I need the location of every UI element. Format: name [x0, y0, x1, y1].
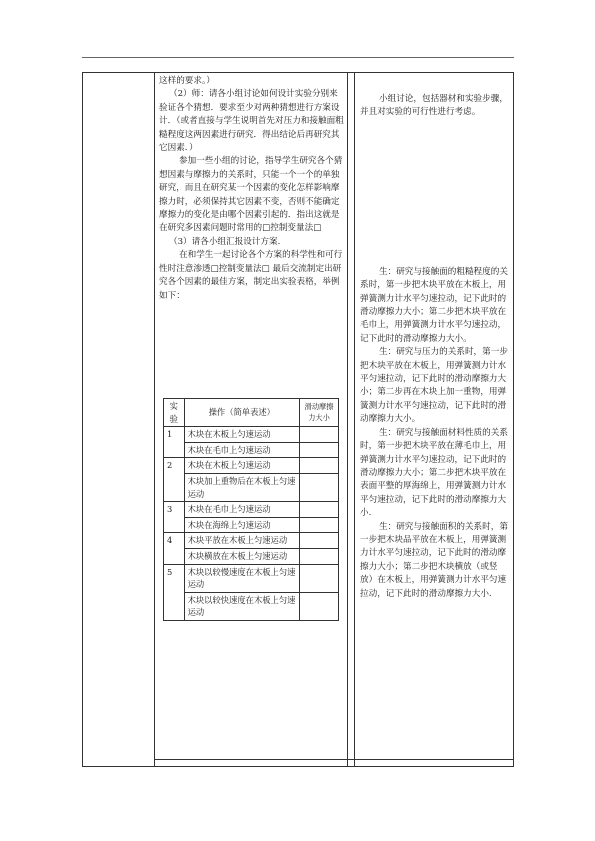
result-cell [300, 502, 339, 518]
result-cell [300, 533, 339, 549]
paragraph: （3）请各小组汇报设计方案. [169, 236, 281, 247]
table-row [164, 473, 339, 501]
lesson-table [82, 72, 514, 767]
table-row [164, 533, 339, 549]
header-operation: 操作（简单表述） [184, 399, 299, 427]
paragraph: 参加一些小组的讨论，指导学生研究各个猜想因素与摩擦力的关系时，只能一个一个的单独研究，而且在研究某一个因素的变化怎样影响摩擦力时，必须保持其它因素不变，否则不能确定摩擦力的变化是由哪个因素引起的．指出这就是在研究多因素问题时常用的□控制变量法□ [159, 156, 343, 234]
table-row [164, 517, 339, 533]
result-cell [300, 442, 339, 458]
experiment-number: 1 [164, 427, 185, 458]
header-experiment: 实验 [164, 399, 185, 427]
student-paragraph: 生：研究与接触面的粗糙程度的关系时，第一步把木块平放在木板上，用弹簧测力计水平匀速拉动，记下此时的滑动摩擦力大小；第二步把木块平放在毛巾上，用弹簧测力计水平匀速拉动，记下此时的滑动摩擦力大小。 [360, 266, 508, 344]
bottom-row-line [154, 759, 513, 766]
column-divider [354, 73, 355, 766]
student-paragraph: 生：研究与接触面积的关系时，第一步把木块品平放在木板上，用弹簧测力计水平匀速拉动，记下此时的滑动摩擦力大小；第二步把木块横放（或竖放）在木板上，用弹簧测力计水平匀速拉动，记下此时的滑动摩擦力大小. [360, 521, 508, 599]
result-cell [300, 564, 339, 592]
operation-cell: 木块横放在木板上匀速运动 [184, 548, 299, 564]
table-header-row [164, 399, 339, 427]
result-cell [300, 592, 339, 620]
result-cell [300, 548, 339, 564]
paragraph: 在和学生一起讨论各个方案的科学性和可行性时注意渗透□控制变量法□ 最后交流制定出研究各个因素的最佳方案，制定出实验表格，举例如下： [159, 250, 343, 301]
table-row [164, 592, 339, 620]
result-cell [300, 458, 339, 474]
operation-cell: 木块在毛巾上匀速运动 [184, 442, 299, 458]
student-paragraph: 生：研究与接触面材料性质的关系时，第一步把木块平放在薄毛巾上，用弹簧测力计水平匀速拉动，记下此时的滑动摩擦力大小；第二步把木块平放在表面平整的厚海绵上，用弹簧测力计水平匀速拉动，记下此时的滑动摩擦力大小. [360, 427, 508, 519]
operation-cell: 木块在木板上匀速运动 [184, 458, 299, 474]
operation-cell: 木块平放在木板上匀速运动 [184, 533, 299, 549]
table-row [164, 502, 339, 518]
table-row [164, 458, 339, 474]
experiment-number: 2 [164, 458, 185, 502]
header-rule [82, 57, 514, 58]
operation-cell: 木块在海绵上匀速运动 [184, 517, 299, 533]
experiment-number: 5 [164, 564, 185, 620]
result-cell [300, 473, 339, 501]
table-row [164, 427, 339, 443]
operation-cell: 木块以较慢速度在木板上匀速运动 [184, 564, 299, 592]
student-activity-column [360, 75, 510, 601]
operation-cell: 木块在毛巾上匀速运动 [184, 502, 299, 518]
table-row [164, 442, 339, 458]
student-paragraph: 生：研究与压力的关系时，第一步把木块平放在木板上，用弹簧测力计水平匀速拉动，记下此时的滑动摩擦力大小；第二步再在木块上加一重物，用弹簧测力计水平匀速拉动，记下此时的滑动摩擦力大小。 [360, 347, 508, 425]
paragraph: （2）师：请各小组讨论如何设计实验分别来验证各个猜想．要求至少对两种猜想进行方案设计．（或者直接与学生说明首先对压力和接触面粗糙程度这两因素进行研究．得出结论后再研究其它因素．） [159, 89, 344, 154]
table-row [164, 548, 339, 564]
experiment-number: 4 [164, 533, 185, 564]
experiment-number: 3 [164, 502, 185, 533]
paragraph: 这样的要求。） [159, 76, 215, 86]
experiment-table [163, 398, 339, 621]
teacher-activity-column [159, 75, 345, 303]
table-row [164, 564, 339, 592]
operation-cell: 木块以较快速度在木板上匀速运动 [184, 592, 299, 620]
operation-cell: 木块在木板上匀速运动 [184, 427, 299, 443]
result-cell [300, 517, 339, 533]
operation-cell: 木块加上重物后在木板上匀速运动 [184, 473, 299, 501]
result-cell [300, 427, 339, 443]
column-divider [154, 73, 155, 766]
header-friction: 滑动摩擦力大小 [300, 399, 339, 427]
column-divider [347, 73, 348, 766]
student-paragraph: 小组讨论，包括器材和实验步骤，并且对实验的可行性进行考虑。 [360, 94, 508, 118]
